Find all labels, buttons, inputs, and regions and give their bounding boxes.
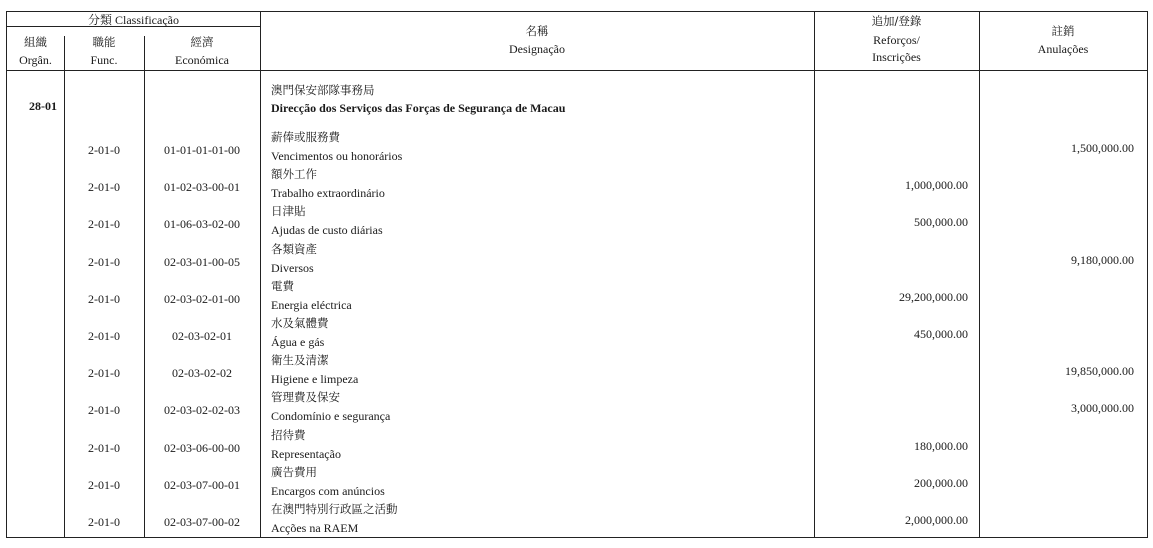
econ-code: 01-06-03-02-00 <box>164 217 240 231</box>
designation-cn: 水及氣體費 <box>271 316 329 330</box>
econ-code: 02-03-02-02-03 <box>164 403 240 417</box>
func-header-cn: 職能 <box>92 35 116 49</box>
reforco-amount: 29,200,000.00 <box>899 290 968 304</box>
classification-header: 分類 Classificação <box>88 13 179 27</box>
organ-name-pt: Direcção dos Serviços das Forças de Segurança de Macau <box>271 101 566 115</box>
reforco-amount: 500,000.00 <box>914 215 968 229</box>
designation-pt: Representação <box>271 447 341 461</box>
econ-code: 02-03-02-01-00 <box>164 292 240 306</box>
col-divider <box>144 36 145 537</box>
designation-pt: Condomínio e segurança <box>271 409 391 423</box>
designation-pt: Diversos <box>271 261 314 275</box>
econ-code: 01-01-01-01-00 <box>164 143 240 157</box>
econ-code: 01-02-03-00-01 <box>164 180 240 194</box>
organ-code: 28-01 <box>29 99 57 113</box>
reforco-amount: 2,000,000.00 <box>905 513 968 527</box>
designation-pt: Acções na RAEM <box>271 521 359 535</box>
budget-table <box>6 11 1148 538</box>
designation-cn: 額外工作 <box>271 167 317 181</box>
designation-pt: Água e gás <box>271 335 325 349</box>
designation-pt: Higiene e limpeza <box>271 372 359 386</box>
inscricoes-header-pt: Inscrições <box>872 50 921 64</box>
func-code: 2-01-0 <box>88 292 120 306</box>
col-divider <box>260 12 261 537</box>
designation-cn: 衛生及清潔 <box>271 353 329 367</box>
func-code: 2-01-0 <box>88 329 120 343</box>
designation-cn: 電費 <box>271 279 294 293</box>
anulacao-amount: 9,180,000.00 <box>1071 253 1134 267</box>
designation-pt: Encargos com anúncios <box>271 484 385 498</box>
anulacao-amount: 19,850,000.00 <box>1065 364 1134 378</box>
func-code: 2-01-0 <box>88 217 120 231</box>
func-code: 2-01-0 <box>88 143 120 157</box>
func-header-pt: Func. <box>90 53 118 67</box>
reforco-amount: 180,000.00 <box>914 439 968 453</box>
anulacao-amount: 3,000,000.00 <box>1071 401 1134 415</box>
reforcos-header-pt: Reforços/ <box>873 33 920 47</box>
designation-pt: Vencimentos ou honorários <box>271 149 403 163</box>
designation-cn: 管理費及保安 <box>271 390 340 404</box>
designation-cn: 日津貼 <box>271 204 306 218</box>
reforco-amount: 200,000.00 <box>914 476 968 490</box>
col-divider <box>64 36 65 537</box>
designation-cn: 招待費 <box>271 428 306 442</box>
col-divider <box>979 12 980 537</box>
designation-cn: 各類資產 <box>271 242 317 256</box>
func-code: 2-01-0 <box>88 180 120 194</box>
econ-code: 02-03-01-00-05 <box>164 255 240 269</box>
designation-cn: 在澳門特別行政區之活動 <box>271 502 398 516</box>
anulacoes-header-cn: 註銷 <box>1051 24 1075 38</box>
organ-header-cn: 組織 <box>24 35 47 49</box>
col-divider <box>814 12 815 537</box>
econ-code: 02-03-02-02 <box>172 366 232 380</box>
designation-header-cn: 名稱 <box>525 24 549 38</box>
designation-pt: Trabalho extraordinário <box>271 186 385 200</box>
econ-header-cn: 經濟 <box>190 35 214 49</box>
reforcos-header-cn: 追加/登錄 <box>871 14 922 28</box>
econ-code: 02-03-02-01 <box>172 329 232 343</box>
econ-code: 02-03-07-00-01 <box>164 478 240 492</box>
designation-header-pt: Designação <box>509 42 565 56</box>
organ-name-cn: 澳門保安部隊事務局 <box>271 83 375 97</box>
econ-code: 02-03-07-00-02 <box>164 515 240 529</box>
designation-cn: 廣告費用 <box>271 465 317 479</box>
econ-code: 02-03-06-00-00 <box>164 441 240 455</box>
anulacao-amount: 1,500,000.00 <box>1071 141 1134 155</box>
anulacoes-header-pt: Anulações <box>1037 42 1089 56</box>
func-code: 2-01-0 <box>88 255 120 269</box>
designation-pt: Ajudas de custo diárias <box>271 223 383 237</box>
designation-pt: Energia eléctrica <box>271 298 352 312</box>
func-code: 2-01-0 <box>88 403 120 417</box>
reforco-amount: 1,000,000.00 <box>905 178 968 192</box>
header-bottom-rule <box>7 70 1147 71</box>
designation-cn: 薪俸或服務費 <box>271 130 340 144</box>
func-code: 2-01-0 <box>88 478 120 492</box>
organ-header-pt: Orgân. <box>19 53 52 67</box>
func-code: 2-01-0 <box>88 441 120 455</box>
func-code: 2-01-0 <box>88 515 120 529</box>
func-code: 2-01-0 <box>88 366 120 380</box>
econ-header-pt: Económica <box>175 53 229 67</box>
reforco-amount: 450,000.00 <box>914 327 968 341</box>
